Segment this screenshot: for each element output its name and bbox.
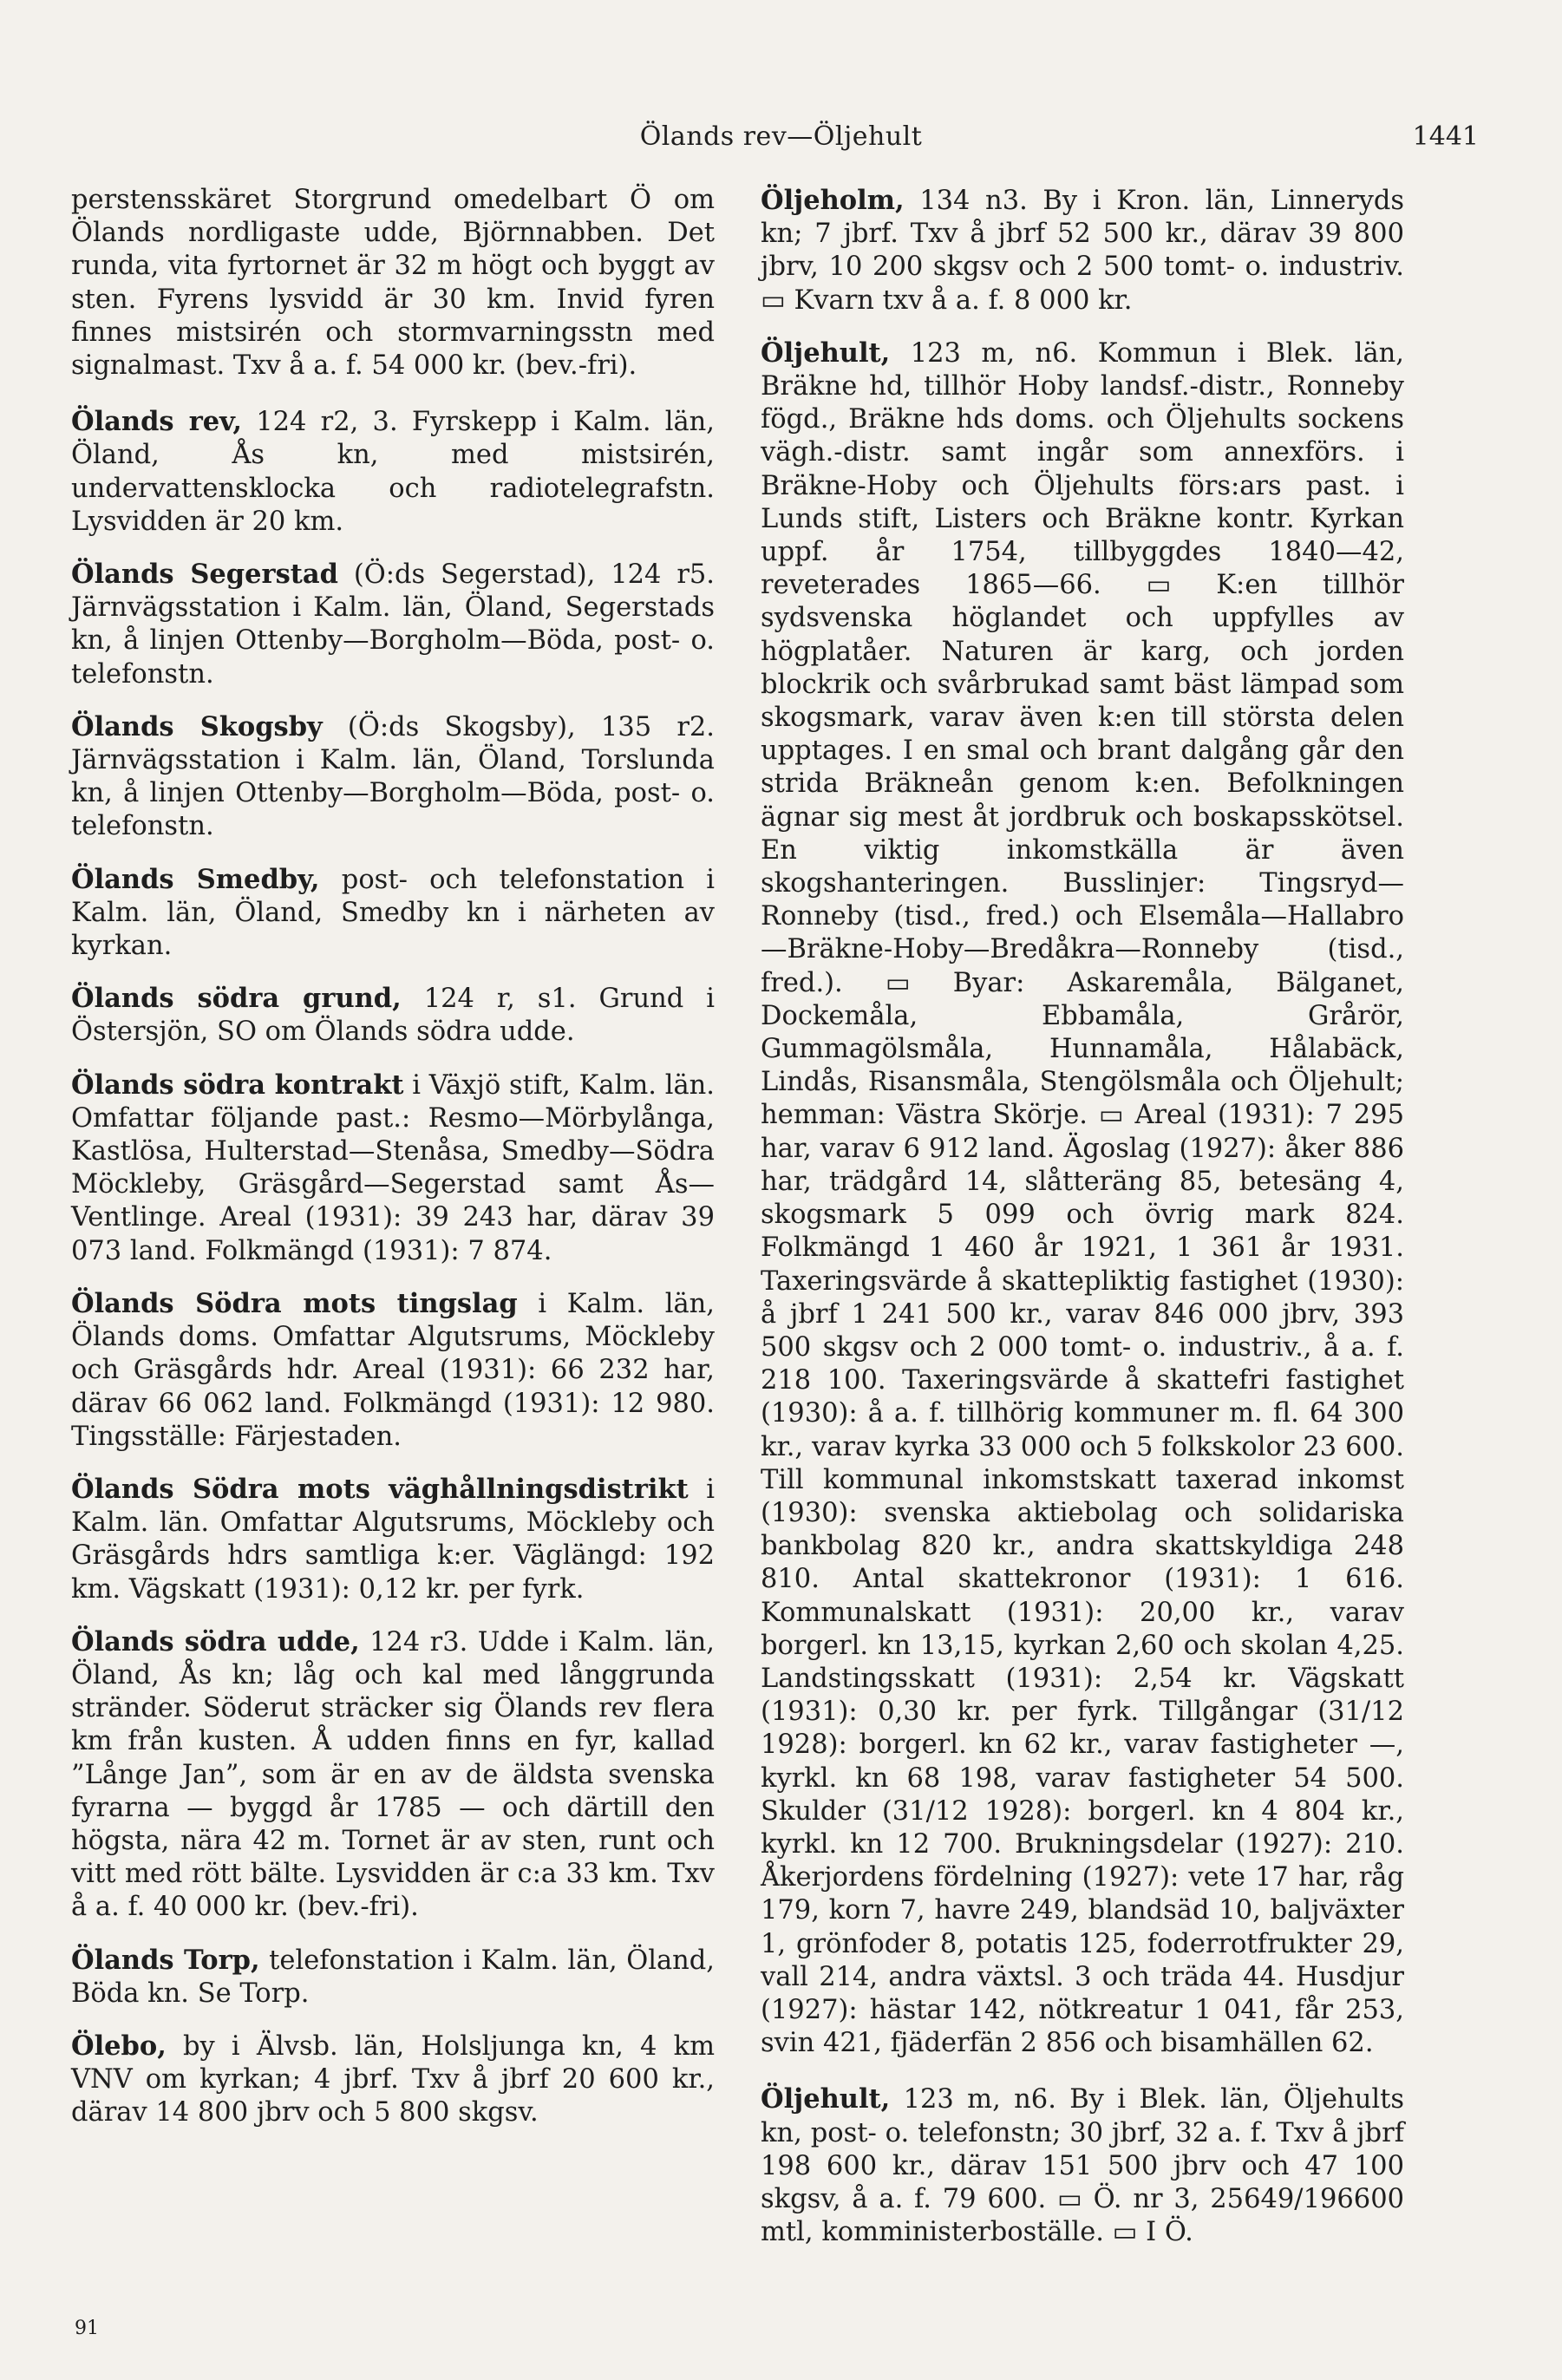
headword: Ölands södra kontrakt [71, 1069, 404, 1101]
printer-signature: 91 [75, 2318, 99, 2339]
entry: Ölands Smedby, post- och telefonstation i Kalm. län, Öland, Smedby kn i närheten av kyrkan. [71, 863, 715, 962]
entry: Öljehult, 123 m, n6. By i Blek. län, Öljehults kn, post- o. telefonstn; 30 jbrf, 32 a. f. Txv å jbrf 198 600 kr., därav 151 500 jbrv och 47 100 skgsv, å a. f. 79 600. ▭ Ö. nr 3, 25649/196600 mtl, komministerboställe. ▭ I Ö. [761, 2083, 1404, 2248]
entry: Ölands Segerstad (Ö:ds Segerstad), 124 r5. Järnvägsstation i Kalm. län, Öland, Segerstads kn, å linjen Ottenby—Borgholm—Böda, post- o. telefonstn. [71, 559, 715, 690]
headword: Ölands Södra mots tingslag [71, 1287, 518, 1319]
entry: Ölands Södra mots tingslag i Kalm. län, Ölands doms. Omfattar Algutsrums, Möckleby och Gräsgårds hdr. Areal (1931): 66 232 har, därav 66 062 land. Folkmängd (1931): 12 980. Tingsställe: Färjestaden. [71, 1287, 715, 1452]
headword: Ölands Smedby, [71, 863, 320, 895]
headword: Ölebo, [71, 2030, 167, 2062]
entry: Ölands södra udde, 124 r3. Udde i Kalm. län, Öland, Ås kn; låg och kal med långgrunda stränder. Söderut sträcker sig Ölands rev flera km från kusten. Å udden finns en fyr, kallad ”Långe Jan”, som är en av de äldsta svenska fyrarna — byggd år 1785 — och därtill den högsta, nära 42 m. Tornet är av sten, runt och vitt med rött bälte. Lysvidden är c:a 33 km. Txv å a. f. 40 000 kr. (bev.-fri). [71, 1625, 715, 1923]
entry: Ölands södra grund, 124 r, s1. Grund i Östersjön, SO om Ölands södra udde. [71, 983, 715, 1048]
headword: Ölands Skogsby [71, 710, 323, 742]
entry: Öljehult, 123 m, n6. Kommun i Blek. län, Bräkne hd, tillhör Hoby landsf.-distr., Ronneby fögd., Bräkne hds doms. och Öljehults sockens vägh.-distr. samt ingår som annexförs. i Bräkne-Hoby och Öljehults förs:ars past. i Lunds stift, Listers och Bräkne kontr. Kyrkan uppf. år 1754, tillbyggdes 1840—42, reveterades 1865—66. ▭ K:en tillhör sydsvenska höglandet och uppfylles av högplatåer. Naturen är karg, och jorden blockrik och svårbrukad samt bäst lämpad som skogsmark, varav även k:en till största delen upptages. I en smal och brant dalgång går den strida Bräkneån genom k:en. Befolkningen ägnar sig mest åt jordbruk och boskapsskötsel. En viktig inkomstkälla är även skogshanteringen. Busslinjer: Tingsryd—Ronneby (tisd., fred.) och Elsemåla—Hallabro —Bräkne-Hoby—Bredåkra—Ronneby (tisd., fred.). ▭ Byar: Askaremåla, Bälganet, Dockemåla, Ebbamåla, Grårör, Gummagölsmåla, Hunnamåla, Hålabäck, Lindås, Risansmåla, Stengölsmåla och Öljehult; hemman: Västra Skörje. ▭ Areal (1931): 7 295 har, varav 6 912 land. Ägoslag (1927): åker 886 har, trädgård 14, slåtteräng 85, betesäng 4, skogsmark 5 099 och övrig mark 824. Folkmängd 1 460 år 1921, 1 361 år 1931. Taxeringsvärde å skattepliktig fastighet (1930): å jbrf 1 241 500 kr., varav 846 000 jbrv, 393 500 skgsv och 2 000 tomt- o. industriv., å a. f. 218 100. Taxeringsvärde å skattefri fastighet (1930): å a. f. tillhörig kommuner m. fl. 64 300 kr., varav kyrka 33 000 och 5 folkskolor 23 600. Till kommunal inkomstskatt taxerad inkomst (1930): svenska aktiebolag och solidariska bankbolag 820 kr., andra skattskyldiga 248 810. Antal skattekronor (1931): 1 616. Kommunalskatt (1931): 20,00 kr., varav borgerl. kn 13,15, kyrkan 2,60 och skolan 4,25. Landstingsskatt (1931): 2,54 kr. Vägskatt (1931): 0,30 kr. per fyrk. Tillgångar (31/12 1928): borgerl. kn 62 kr., varav fastigheter —, kyrkl. kn 68 198, varav fastigheter 54 500. Skulder (31/12 1928): borgerl. kn 4 804 kr., kyrkl. kn 12 700. Brukningsdelar (1927): 210. Åkerjordens fördelning (1927): vete 17 har, råg 179, korn 7, havre 249, blandsäd 10, baljväxter 1, grönfoder 8, potatis 125, foderrotfrukter 29, vall 214, andra växtsl. 3 och träda 44. Husdjur (1927): hästar 142, nötkreatur 1 041, får 253, svin 421, fjäderfän 2 856 och bisamhällen 62. [761, 337, 1404, 2059]
headword: Öljehult, [761, 2083, 891, 2115]
entry: perstensskäret Storgrund omedelbart Ö om Ölands nordligaste udde, Björnnabben. Det runda, vita fyrtornet är 32 m högt och byggt av sten. Fyrens lysvidd är 30 km. Invid fyren finnes mistsirén och stormvarningsstn med signalmast. Txv å a. f. 54 000 kr. (bev.-fri). [71, 185, 715, 382]
running-title: Ölands rev—Öljehult [639, 121, 923, 152]
entry: Ölebo, by i Älvsb. län, Holsljunga kn, 4 km VNV om kyrkan; 4 jbrf. Txv å jbrf 20 600 kr., därav 14 800 jbrv och 5 800 skgsv. [71, 2030, 715, 2128]
entry: Ölands Skogsby (Ö:ds Skogsby), 135 r2. Järnvägsstation i Kalm. län, Öland, Torslunda kn, å linjen Ottenby—Borgholm—Böda, post- o. telefonstn. [71, 710, 715, 842]
page-number: 1441 [1412, 121, 1479, 152]
headword: Öljeholm, [761, 185, 905, 216]
headword: Ölands rev, [71, 406, 243, 438]
entry: Ölands södra kontrakt i Växjö stift, Kalm. län. Omfattar följande past.: Resmo—Mörbylånga, Kastlösa, Hulterstad—Stenåsa, Smedby—Södra Möckleby, Gräsgård—Segerstad samt Ås—Ventlinge. Areal (1931): 39 243 har, därav 39 073 land. Folkmängd (1931): 7 874. [71, 1069, 716, 1266]
headword: Ölands södra grund, [71, 983, 402, 1015]
headword: Öljehult, [761, 337, 891, 369]
headword: Ölands Södra mots väghållningsdistrikt [71, 1473, 689, 1505]
entry: Öljeholm, 134 n3. By i Kron. län, Linneryds kn; 7 jbrf. Txv å jbrf 52 500 kr., därav 39 800 jbrv, 10 200 skgsv och 2 500 tomt- o. industriv. ▭ Kvarn txv å a. f. 8 000 kr. [761, 185, 1404, 316]
right-column [761, 184, 1404, 2268]
entry: Ölands Torp, telefonstation i Kalm. län, Öland, Böda kn. Se Torp. [71, 1944, 715, 2009]
entry: Ölands Södra mots väghållningsdistrikt i Kalm. län. Omfattar Algutsrums, Möckleby och Gräsgårds hdrs samtliga k:er. Väglängd: 192 km. Vägskatt (1931): 0,12 kr. per fyrk. [71, 1473, 715, 1605]
headword: Ölands Torp, [71, 1944, 260, 1976]
headword: Ölands Segerstad [71, 559, 338, 591]
entry: Ölands rev, 124 r2, 3. Fyrskepp i Kalm. län, Öland, Ås kn, med mistsirén, undervattensklocka och radiotelegrafstn. Lysvidden är 20 km. [71, 406, 715, 537]
headword: Ölands södra udde, [71, 1625, 360, 1658]
left-column [71, 184, 715, 2149]
